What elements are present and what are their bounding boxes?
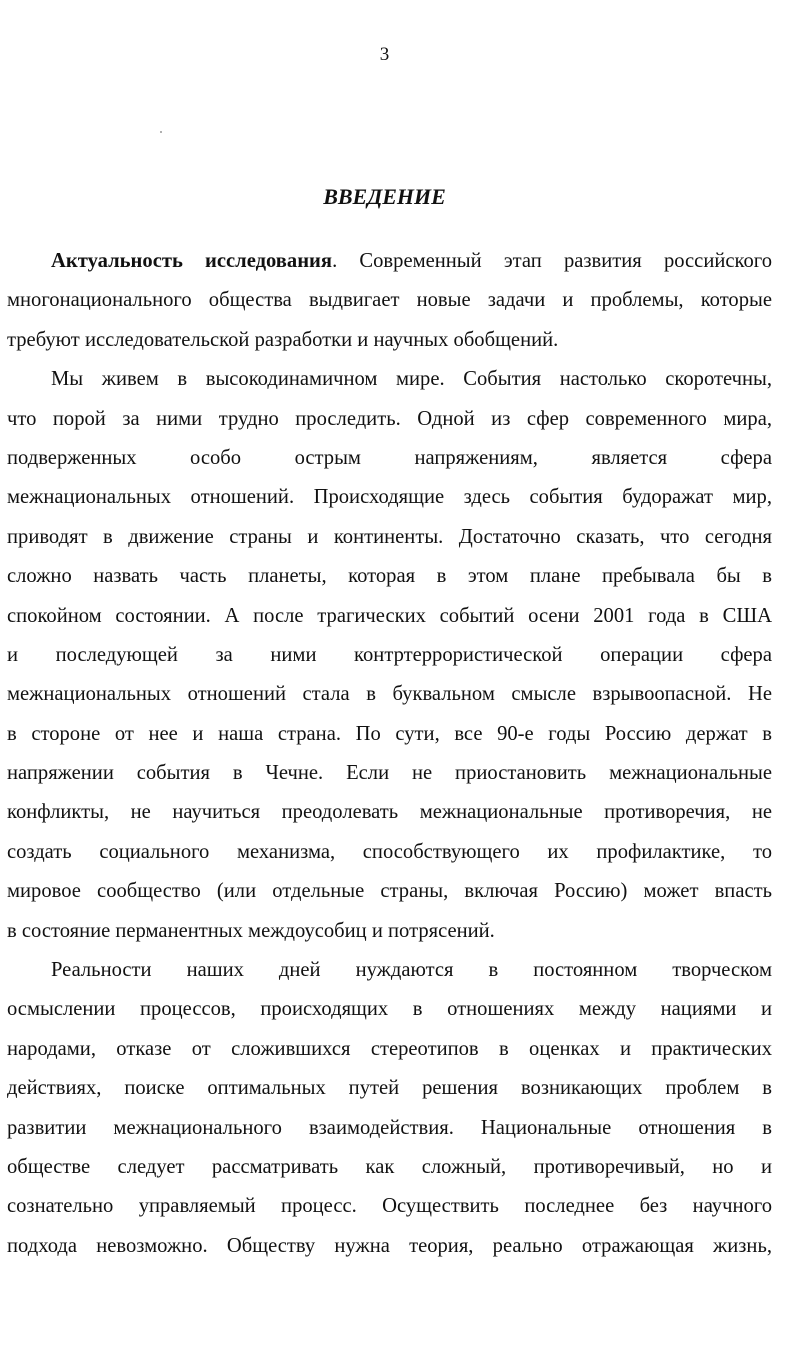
paragraph-line: сложно назвать часть планеты, которая в этом плане пребывала бы в — [7, 565, 772, 588]
paragraph-line: Реальности наших дней нуждаются в постоянном творческом — [51, 959, 772, 982]
paragraph-line: приводят в движение страны и континенты. Достаточно сказать, что сегодня — [7, 525, 772, 548]
paragraph-line: межнациональных отношений стала в буквальном смысле взрывоопасной. Не — [7, 683, 772, 706]
paragraph-line: обществе следует рассматривать как сложный, противоречивый, но и — [7, 1155, 772, 1178]
scan-speck — [160, 131, 162, 133]
paragraph-line: сознательно управляемый процесс. Осуществить последнее без научного — [7, 1195, 772, 1218]
paragraph-line: мировое сообщество (или отдельные страны, включая Россию) может впасть — [7, 880, 772, 903]
paragraph-line: напряжении события в Чечне. Если не приостановить межнациональные — [7, 762, 772, 785]
paragraph-line: подверженных особо острым напряжениям, является сфера — [7, 446, 772, 469]
paragraph-line: создать социального механизма, способствующего их профилактике, то — [7, 840, 772, 863]
paragraph-line: спокойном состоянии. А после трагических событий осени 2001 года в США — [7, 604, 772, 627]
paragraph-line: развитии межнационального взаимодействия. Национальные отношения в — [7, 1116, 772, 1139]
paragraph-line: в состояние перманентных междоусобиц и потрясений. — [7, 919, 495, 942]
paragraph-line: требуют исследовательской разработки и научных обобщений. — [7, 328, 559, 351]
paragraph-line: многонационального общества выдвигает новые задачи и проблемы, которые — [7, 289, 772, 312]
paragraph-line: подхода невозможно. Обществу нужна теория, реально отражающая жизнь, — [7, 1234, 772, 1257]
paragraph-line: осмыслении процессов, происходящих в отношениях между нациями и — [7, 998, 772, 1021]
paragraph-line: межнациональных отношений. Происходящие здесь события будоражат мир, — [7, 486, 772, 509]
paragraph-line: действиях, поиске оптимальных путей решения возникающих проблем в — [7, 1077, 772, 1100]
body-text — [7, 242, 772, 1266]
paragraph-line: в стороне от нее и наша страна. По сути, все 90-е годы Россию держат в — [7, 722, 772, 745]
paragraph-line: Мы живем в высокодинамичном мире. События настолько скоротечны, — [51, 368, 772, 391]
paragraph-lead: Актуальность исследования — [51, 250, 333, 272]
paragraph-line: что порой за ними трудно проследить. Одной из сфер современного мира, — [7, 407, 772, 430]
section-heading: ВВЕДЕНИЕ — [323, 184, 446, 209]
paragraph-line: Актуальность исследования. Современный этап развития российского — [51, 250, 772, 272]
paragraph-line: народами, отказе от сложившихся стереотипов в оценках и практических — [7, 1037, 772, 1060]
page-number: 3 — [379, 44, 390, 65]
paragraph-line: конфликты, не научиться преодолевать межнациональные противоречия, не — [7, 801, 772, 824]
paragraph-line: и последующей за ними контртеррористической операции сфера — [7, 643, 772, 666]
